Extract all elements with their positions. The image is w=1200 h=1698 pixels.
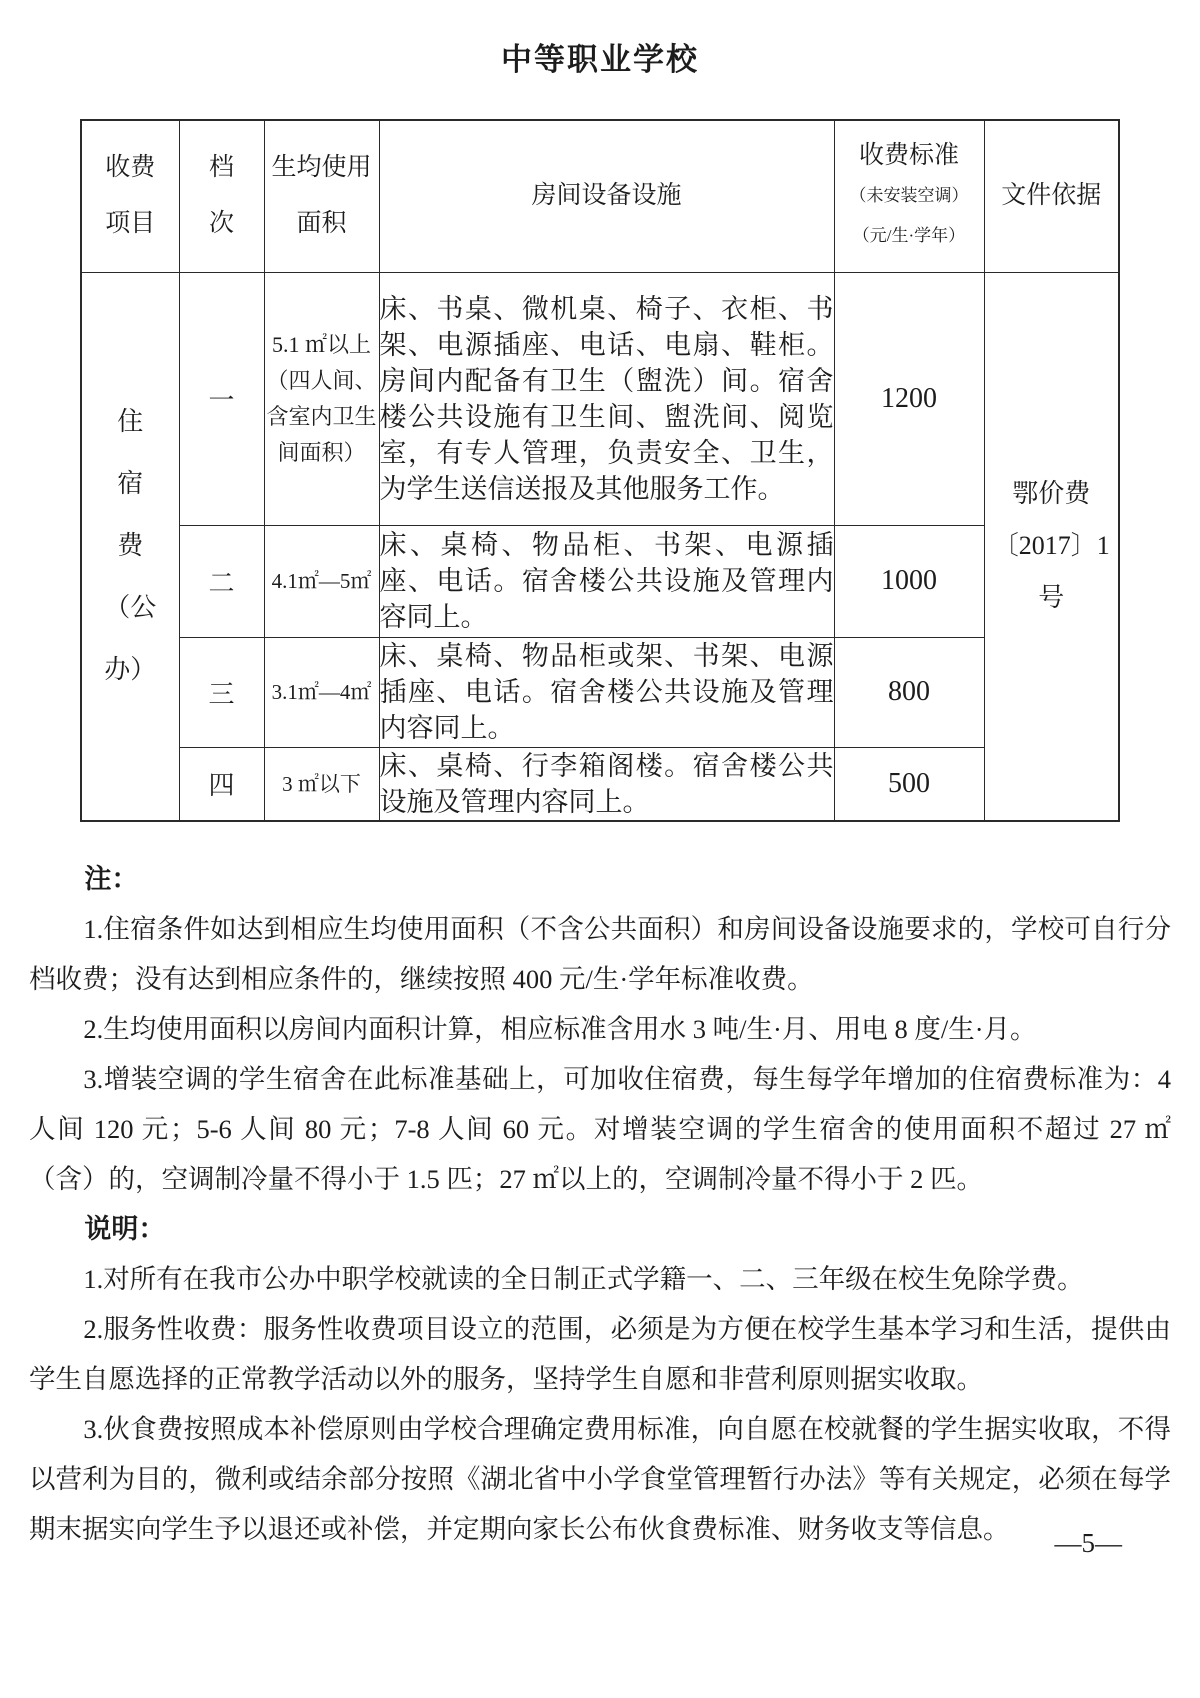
fee-item-cell: 住 宿 费 （公 办） <box>81 272 179 821</box>
fee-value-cell: 1200 <box>834 272 984 525</box>
header-area-line2: 面积 <box>296 210 347 238</box>
tier-cell: 三 <box>179 637 264 747</box>
table-row <box>81 747 1119 821</box>
header-fee-standard-sub2: （元/生·学年） <box>852 226 966 246</box>
header-area-line1: 生均使用 <box>271 154 372 182</box>
header-fee-standard-sub1: （未安装空调） <box>849 186 969 206</box>
area-cell: 3 ㎡以下 <box>264 747 379 821</box>
table-row <box>81 272 1119 525</box>
area-cell: 4.1㎡—5㎡ <box>264 525 379 637</box>
header-fee-item <box>81 120 179 272</box>
header-doc-basis: 文件依据 <box>984 120 1119 272</box>
remarks-label: 说明： <box>84 1213 166 1244</box>
remark-paragraph-2: 2.服务性收费：服务性收费项目设立的范围，必须是为方便在校学生基本学习和生活，提供由学生自愿选择的正常教学活动以外的服务，坚持学生自愿和非营利原则据实收取。 <box>29 1313 1171 1394</box>
page-title: 中等职业学校 <box>501 42 699 77</box>
tier-cell: 一 <box>179 272 264 525</box>
remark-paragraph-3: 3.伙食费按照成本补偿原则由学校合理确定费用标准，向自愿在校就餐的学生据实收取，不得以营利为目的，微利或结余部分按照《湖北省中小学食堂管理暂行办法》等有关规定，必须在每学期末据实向学生予以退还或补偿，并定期向家长公布伙食费标准、财务收支等信息。 <box>29 1413 1171 1544</box>
area-cell: 3.1㎡—4㎡ <box>264 637 379 747</box>
tier-cell: 四 <box>179 747 264 821</box>
header-equipment: 房间设备设施 <box>379 120 834 272</box>
doc-basis-cell: 鄂价费 〔2017〕1 号 <box>984 272 1119 821</box>
header-tier-line1: 档 <box>208 154 234 182</box>
table-row <box>81 525 1119 637</box>
fee-value-cell: 500 <box>834 747 984 821</box>
table-row <box>81 637 1119 747</box>
header-tier <box>179 120 264 272</box>
table-header-row <box>81 120 1119 272</box>
fee-schedule-table <box>80 119 1120 822</box>
header-fee-item-line2: 项目 <box>105 210 156 238</box>
note-paragraph-3: 3.增装空调的学生宿舍在此标准基础上，可加收住宿费，每生每学年增加的住宿费标准为：4 人间 120 元；5-6 人间 80 元；7-8 人间 60 元。对增装空调的学生宿舍的使用面积不超过 27 ㎡（含）的，空调制冷量不得小于 1.5 匹；27 ㎡以上的，空调制冷量不得小于 2 匹。 <box>29 1063 1171 1194</box>
equipment-cell: 床、书桌、微机桌、椅子、衣柜、书架、电源插座、电话、电扇、鞋柜。房间内配备有卫生（盥洗）间。宿舍楼公共设施有卫生间、盥洗间、阅览室，有专人管理，负责安全、卫生，为学生送信送报及其他服务工作。 <box>379 272 834 525</box>
equipment-cell: 床、桌椅、行李箱阁楼。宿舍楼公共设施及管理内容同上。 <box>379 747 834 821</box>
fee-value-cell: 800 <box>834 637 984 747</box>
header-fee-item-line1: 收费 <box>105 154 156 182</box>
header-tier-line2: 次 <box>208 210 234 238</box>
header-area <box>264 120 379 272</box>
tier-cell: 二 <box>179 525 264 637</box>
remark-paragraph-1: 1.对所有在我市公办中职学校就读的全日制正式学籍一、二、三年级在校生免除学费。 <box>83 1263 1084 1294</box>
area-cell: 5.1 ㎡以上（四人间、含室内卫生间面积） <box>264 272 379 525</box>
equipment-cell: 床、桌椅、物品柜或架、书架、电源插座、电话。宿舍楼公共设施及管理内容同上。 <box>379 637 834 747</box>
equipment-cell: 床、桌椅、物品柜、书架、电源插座、电话。宿舍楼公共设施及管理内容同上。 <box>379 525 834 637</box>
header-fee-standard <box>834 120 984 272</box>
page-number: —5— <box>1054 1528 1122 1558</box>
notes-section <box>29 854 1171 1554</box>
note-paragraph-1: 1.住宿条件如达到相应生均使用面积（不含公共面积）和房间设备设施要求的，学校可自行分档收费；没有达到相应条件的，继续按照 400 元/生·学年标准收费。 <box>29 913 1171 994</box>
note-paragraph-2: 2.生均使用面积以房间内面积计算，相应标准含用水 3 吨/生·月、用电 8 度/生·月。 <box>83 1013 1037 1044</box>
header-fee-standard-title: 收费标准 <box>858 142 959 170</box>
notes-label: 注： <box>84 863 139 894</box>
fee-value-cell: 1000 <box>834 525 984 637</box>
